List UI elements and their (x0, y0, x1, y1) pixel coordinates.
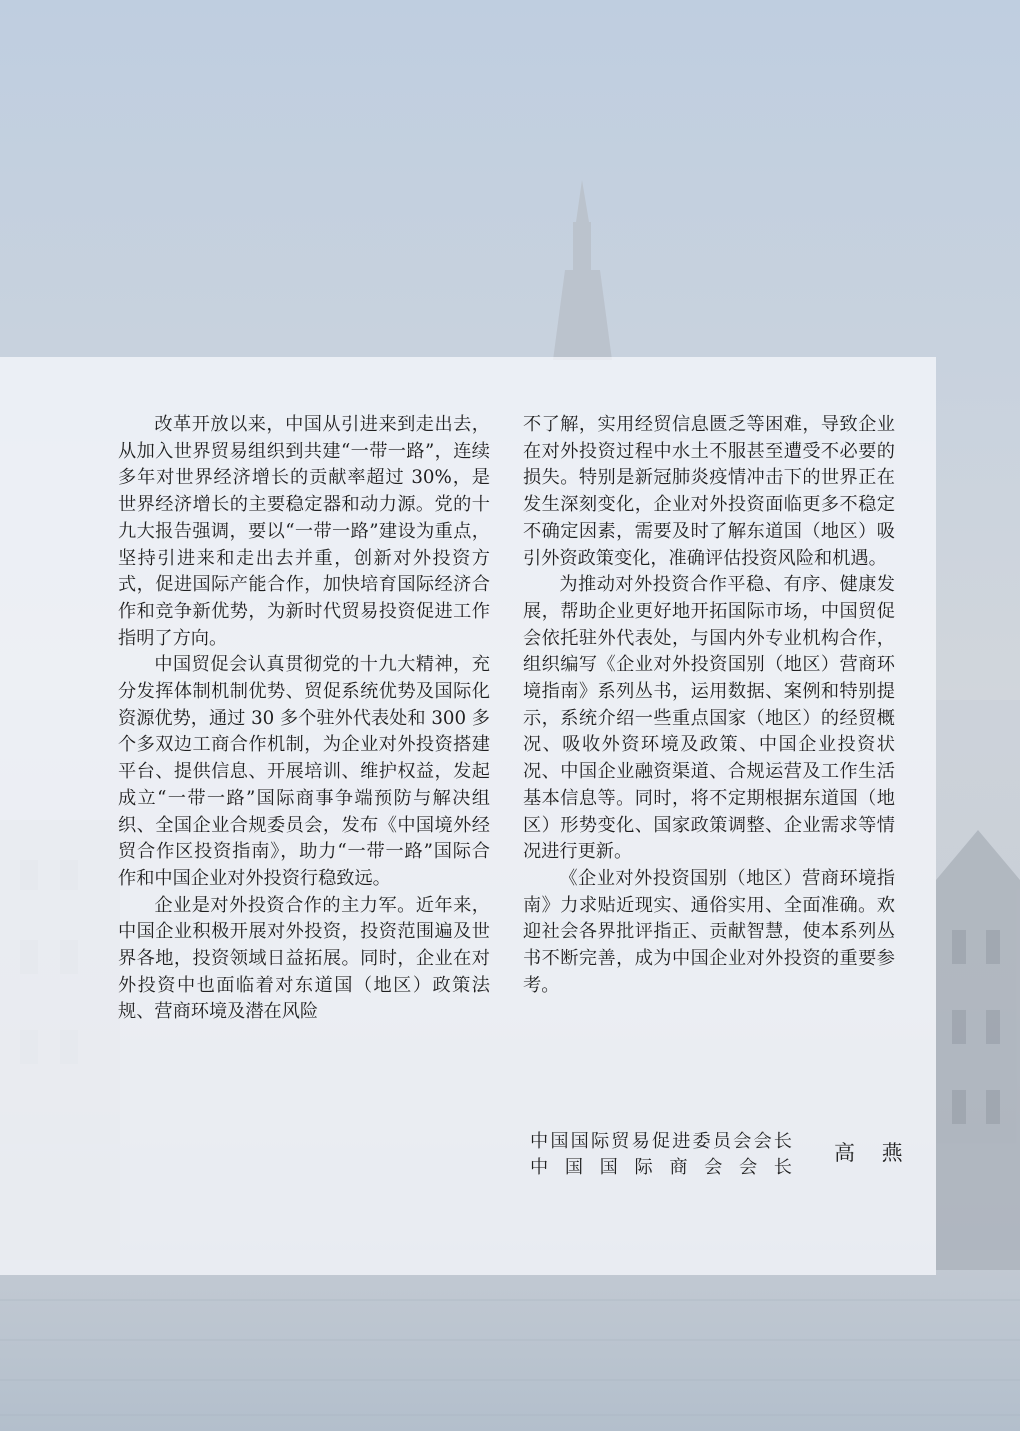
foreword-right-column (523, 412, 895, 999)
foreword-paragraph: 改革开放以来，中国从引进来到走出去，从加入世界贸易组织到共建“一带一路”，连续多年对世界经济增长的贡献率超过 30%，是世界经济增长的主要稳定器和动力源。党的十九大报告强调，要以“一带一路”建设为重点，坚持引进来和走出去并重，创新对外投资方式，促进国际产能合作，加快培育国际经济合作和竞争新优势，为新时代贸易投资促进工作指明了方向。 (118, 414, 490, 649)
signature-titles (530, 1129, 792, 1181)
signature-name: 高 燕 (834, 1141, 913, 1165)
foreword-left-column (118, 412, 490, 1026)
foreword-paragraph: 为推动对外投资合作平稳、有序、健康发展，帮助企业更好地开拓国际市场，中国贸促会依托驻外代表处，与国内外专业机构合作，组织编写《企业对外投资国别（地区）营商环境指南》系列丛书，运用数据、案例和特别提示，系统介绍一些重点国家（地区）的经贸概况、吸收外资环境及政策、中国企业投资状况、中国企业融资渠道、合规运营及工作生活基本信息等。同时，将不定期根据东道国（地区）形势变化、国家政策调整、企业需求等情况进行更新。 (523, 574, 895, 863)
foreword-paragraph: 《企业对外投资国别（地区）营商环境指南》力求贴近现实、通俗实用、全面准确。欢迎社会各界批评指正、贡献智慧，使本系列丛书不断完善，成为中国企业对外投资的重要参考。 (523, 867, 895, 996)
foreword-paragraph: 企业是对外投资合作的主力军。近年来，中国企业积极开展对外投资，投资范围遍及世界各地，投资领域日益拓展。同时，企业在对外投资中也面临着对东道国（地区）政策法规、营商环境及潜在风险 (118, 894, 490, 1023)
signature-title-ccoic: 中国国际商会会长 (530, 1157, 792, 1178)
right-building (936, 830, 1020, 1270)
signature-title-ccpit: 中国国际贸易促进委员会会长 (530, 1131, 792, 1152)
foreword-paragraph: 中国贸促会认真贯彻党的十九大精神，充分发挥体制机制优势、贸促系统优势及国际化资源优势，通过 30 多个驻外代表处和 300 多个多双边工商合作机制，为企业对外投资搭建平台、提供信息、开展培训、维护权益，发起成立“一带一路”国际商事争端预防与解决组织、全国企业合规委员会，发布《中国境外经贸合作区投资指南》，助力“一带一路”国际合作和中国企业对外投资行稳致远。 (118, 654, 490, 889)
foreword-paragraph-continued: 不了解，实用经贸信息匮乏等困难，导致企业在对外投资过程中水土不服甚至遭受不必要的损失。特别是新冠肺炎疫情冲击下的世界正在发生深刻变化，企业对外投资面临更多不稳定不确定因素，需要及时了解东道国（地区）吸引外资政策变化，准确评估投资风险和机遇。 (523, 414, 895, 569)
